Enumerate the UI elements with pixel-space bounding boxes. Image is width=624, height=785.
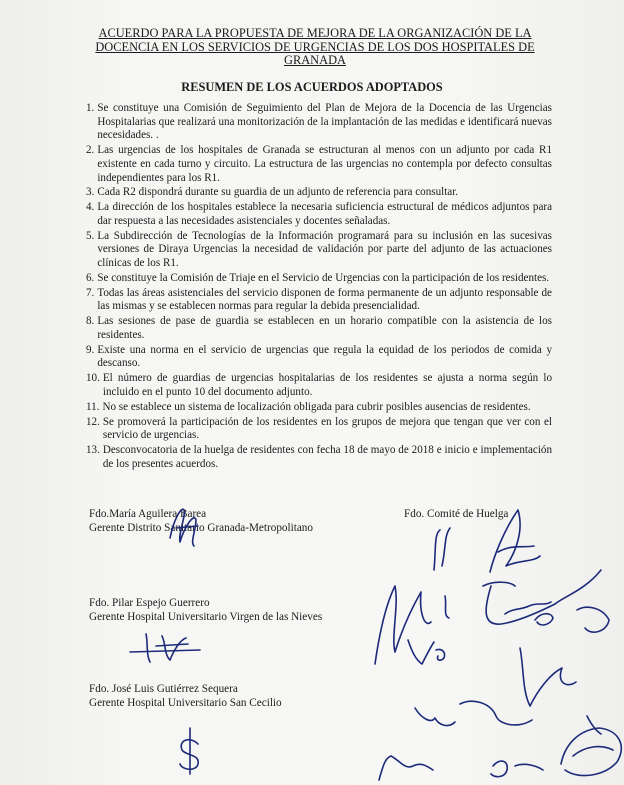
- agreement-number: 1.: [86, 102, 95, 114]
- title-line-3: GRANADA: [284, 53, 346, 67]
- agreement-item: [86, 287, 552, 314]
- signatory-role: Gerente Distrito Sanitario Granada-Metropolitano: [89, 521, 313, 534]
- agreement-number: 11.: [86, 400, 100, 413]
- signatory-name: Fdo.María Aguilera Barea: [89, 508, 207, 520]
- signature-espejo: [126, 630, 206, 666]
- agreement-item: [86, 344, 552, 371]
- agreement-text: No se establece un sistema de localización obligada para cubrir posibles ausencias de residentes.: [102, 400, 531, 413]
- agreement-number: 3.: [86, 186, 95, 199]
- title-line-2: DOCENCIA EN LOS SERVICIOS DE URGENCIAS DE LOS DOS HOSPITALES DE: [95, 39, 535, 54]
- agreement-text: Cada R2 dispondrá durante su guardia de un adjunto de referencia para consultar.: [97, 186, 459, 199]
- agreement-item: [86, 372, 552, 399]
- agreement-number: 13.: [86, 444, 100, 456]
- signatory-block: [89, 683, 282, 711]
- agreement-item: [86, 186, 552, 200]
- agreement-item: [86, 315, 552, 342]
- title-line-1: ACUERDO PARA LA PROPUESTA DE MEJORA DE LA ORGANIZACIÓN DE LA: [98, 26, 532, 40]
- agreement-number: 7.: [86, 286, 95, 299]
- agreement-text: Las sesiones de pase de guardia se establecen en un horario compatible con la asistencia de los residentes.: [97, 315, 552, 341]
- agreement-text: La dirección de los hospitales establece la necesaria suficiencia estructural de médicos adjuntos para dar respuesta a las necesidades asistenciales y docentes señaladas.: [97, 201, 552, 227]
- agreement-text: El número de guardias de urgencias hospitalarias de los residentes se ajusta a norma según lo incluido en el punto 10 del documento adjunto.: [102, 372, 552, 398]
- agreement-text: Existe una norma en el servicio de urgencias que regula la equidad de los periodos de comida y descanso.: [97, 343, 552, 370]
- signature-committee-4: [365, 700, 624, 785]
- agreement-item: [86, 444, 552, 471]
- agreement-number: 5.: [86, 229, 95, 242]
- agreement-number: 6.: [86, 271, 95, 284]
- agreement-text: Se promoverá la participación de los residentes en los grupos de mejora que tengan que ver con el servicio de urgencias.: [102, 415, 552, 442]
- agreement-text: La Subdirección de Tecnologías de la Información programará para su inclusión en las sucesivas versiones de Diraya Urgencias la necesidad de validación por parte del adjunto de las actuaciones clínicas de los R1.: [97, 229, 552, 270]
- agreement-text: Se constituye la Comisión de Triaje en el Servicio de Urgencias con la participación de los residentes.: [97, 271, 550, 284]
- agreement-number: 2.: [86, 144, 95, 157]
- agreement-text: Todas las áreas asistenciales del servicio disponen de forma permanente de un adjunto responsable de las mismas y se establecen normas para regular la debida presencialidad.: [97, 286, 552, 313]
- agreements-list: [86, 102, 552, 473]
- signatory-role: Gerente Hospital Universitario San Cecilio: [89, 696, 282, 709]
- signature-gutierrez: [172, 726, 208, 776]
- agreement-text: Las urgencias de los hospitales de Granada se estructuran al menos con un adjunto por cada R1 existente en cada turno y circuito. La estructura de las urgencias no contempla por defecto consultas independientes para los R1.: [97, 144, 552, 184]
- agreement-number: 9.: [86, 343, 95, 356]
- signatory-block: [89, 597, 322, 625]
- document-subtitle: RESUMEN DE LOS ACUERDOS ADOPTADOS: [181, 80, 443, 94]
- agreement-number: 4.: [86, 201, 95, 214]
- agreement-number: 10.: [86, 372, 100, 385]
- agreement-text: Desconvocatoria de la huelga de residentes con fecha 18 de mayo de 2018 e inicio e implementación de los presentes acuerdos.: [102, 444, 552, 470]
- agreement-item: [86, 272, 552, 286]
- agreement-item: [86, 416, 552, 443]
- agreement-item: [86, 401, 552, 415]
- agreement-item: [86, 102, 552, 143]
- signatory-name: Fdo. Pilar Espejo Guerrero: [89, 597, 210, 609]
- agreement-text: Se constituye una Comisión de Seguimiento del Plan de Mejora de la Docencia de las Urgencias Hospitalarias que realizará una monitorización de la implantación de las medidas e identificará nuevas necesidades. .: [97, 102, 552, 142]
- signature-aguilera: [160, 498, 220, 558]
- agreement-item: [86, 144, 552, 185]
- committee-label: Fdo. Comité de Huelga: [404, 508, 509, 520]
- document-title: [95, 27, 535, 68]
- signatory-name: Fdo. José Luis Gutiérrez Sequera: [89, 683, 238, 695]
- agreement-number: 12.: [86, 415, 100, 428]
- agreement-item: [86, 230, 552, 271]
- agreement-number: 8.: [86, 315, 95, 328]
- signatory-role: Gerente Hospital Universitario Virgen de las Nieves: [89, 610, 323, 623]
- agreement-item: [86, 201, 552, 228]
